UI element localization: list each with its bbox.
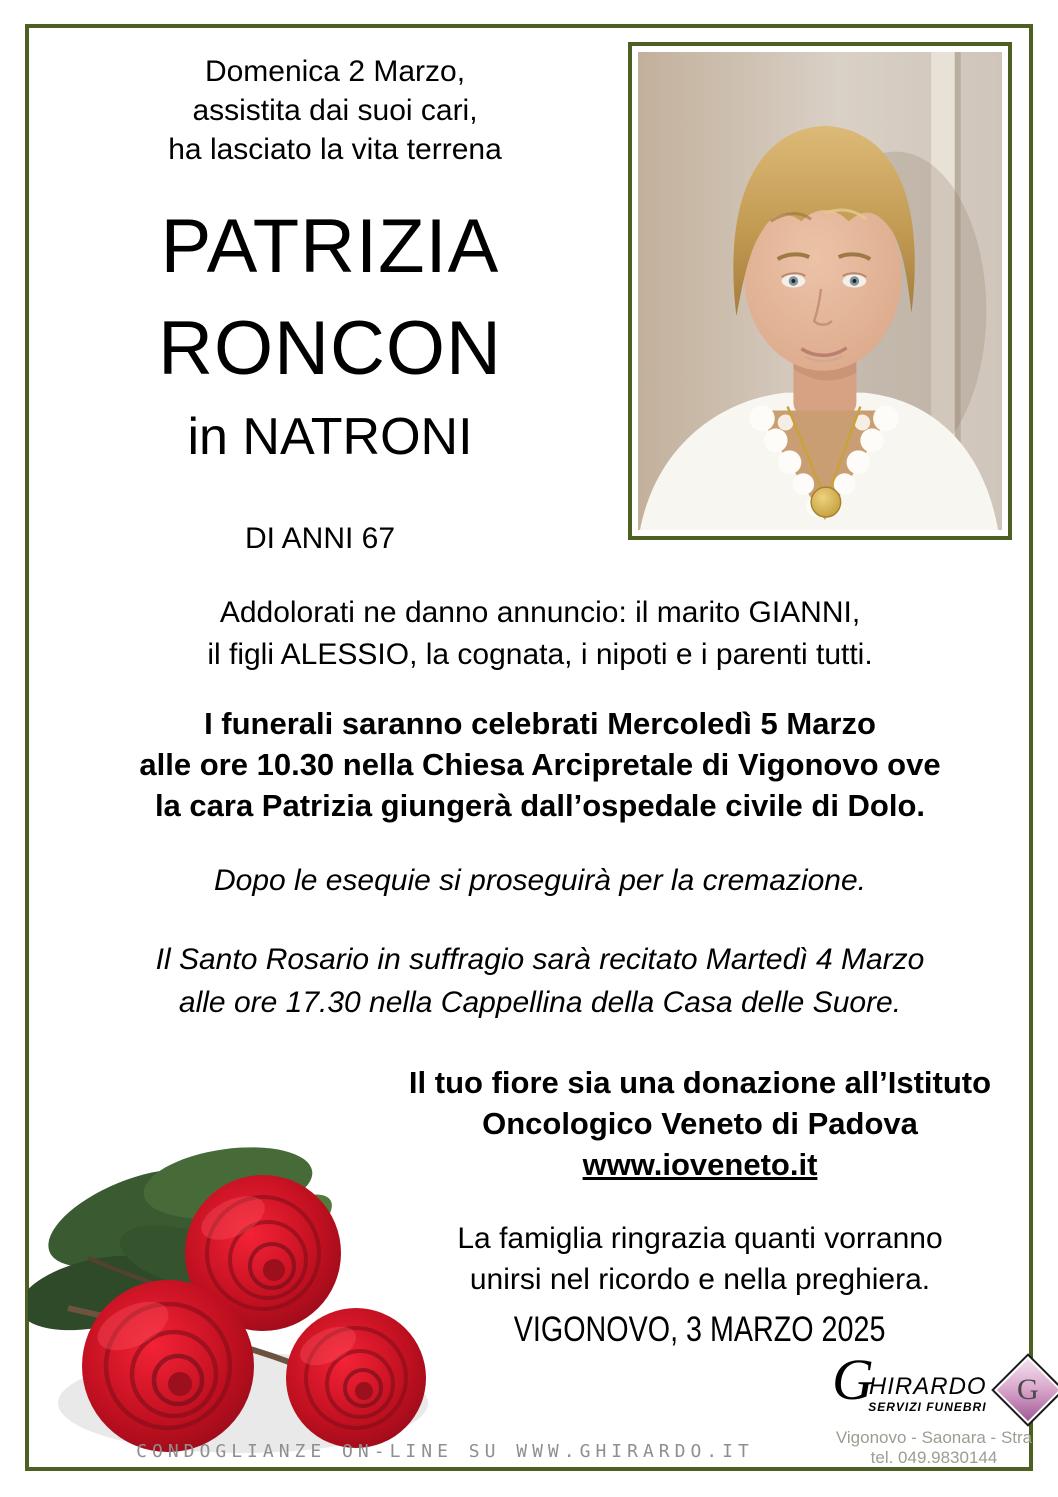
red-roses-image [28, 1078, 440, 1466]
diamond-icon [991, 1353, 1058, 1427]
funeral-line: I funerali saranno celebrati Mercoledì 5 Marzo [204, 706, 876, 741]
intro-line: ha lasciato la vita terrena [168, 133, 502, 166]
brand-phone: tel. 049.9830144 [870, 1448, 998, 1467]
rosary-note [60, 938, 1020, 1024]
announcement-line: Addolorati ne danno annuncio: il marito GIANNI, [219, 596, 861, 629]
funeral-details [60, 703, 1020, 826]
online-condolences-text: CONDOGLIANZE ON-LINE SU WWW.GHIRARDO.IT [136, 1441, 754, 1462]
funeral-home-logo [832, 1347, 1039, 1468]
portrait-photo [638, 52, 1002, 530]
first-name: PATRIZIA [160, 204, 500, 289]
cremation-note: Dopo le esequie si proseguirà per la cremazione. [213, 864, 867, 897]
thanks-line: unirsi nel ricordo e nella preghiera. [469, 1263, 931, 1296]
brand-diamond-mark [995, 1358, 1058, 1422]
age-line: DI ANNI 67 [244, 522, 396, 555]
announcement-line: il figli ALESSIO, la cognata, i nipoti e i parenti tutti. [207, 638, 873, 671]
rosary-line: alle ore 17.30 nella Cappellina della Casa delle Suore. [178, 986, 902, 1019]
brand-locations: Vigonovo - Saonara - Stra [835, 1428, 1033, 1447]
funeral-line: la cara Patrizia giungerà dall’ospedale civile di Dolo. [154, 788, 926, 823]
intro-text [50, 52, 620, 169]
thanks-line: La famiglia ringrazia quanti vorranno [457, 1222, 943, 1255]
donation-note [380, 1062, 1020, 1185]
brand-initial: G [832, 1347, 874, 1412]
brand-name-rest: HIRARDO [868, 1373, 987, 1400]
funeral-line: alle ore 10.30 nella Chiesa Arcipretale di Vigonovo ove [139, 747, 941, 782]
donation-line: Il tuo fiore sia una donazione all’Istituto [408, 1065, 992, 1100]
last-name: RONCON [158, 306, 502, 391]
married-name: in NATRONI [187, 408, 473, 466]
donation-website-link[interactable]: www.ioveneto.it [582, 1147, 818, 1182]
family-thanks [380, 1218, 1020, 1300]
donation-line: Oncologico Veneto di Padova [482, 1106, 918, 1141]
intro-line: Domenica 2 Marzo, [204, 55, 466, 88]
brand-name [832, 1347, 987, 1414]
place-dateline: VIGONOVO, 3 MARZO 2025 [514, 1310, 886, 1349]
rosary-line: Il Santo Rosario in suffragio sarà recitato Martedì 4 Marzo [155, 943, 925, 976]
intro-line: assistita dai suoi cari, [192, 94, 478, 127]
portrait-photo-frame [628, 42, 1012, 540]
brand-tagline: SERVIZI FUNEBRI [868, 1400, 987, 1414]
announcement-text [60, 592, 1020, 676]
diamond-letter: G [1016, 1372, 1039, 1406]
brand-row [832, 1347, 1039, 1422]
deceased-name [40, 196, 620, 470]
